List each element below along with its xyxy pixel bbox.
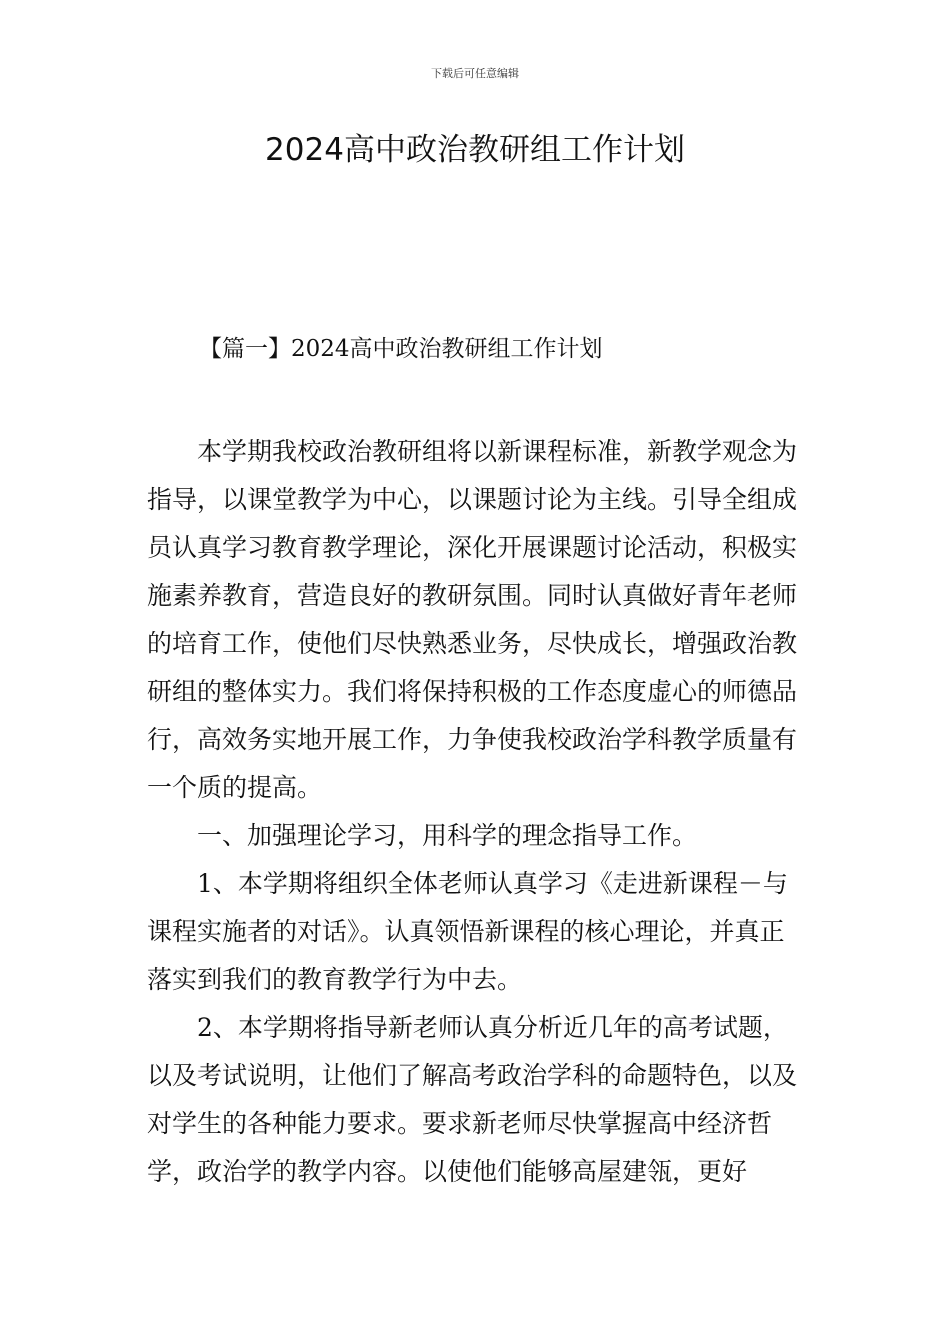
section-one-heading: 一、加强理论学习，用科学的理念指导工作。 (197, 821, 698, 850)
section-heading: 【篇一】2024高中政治教研组工作计划 (199, 336, 603, 362)
intro-paragraph: 本学期我校政治教研组将以新课程标准，新教学观念为指导，以课堂教学为中心，以课题讨论为主线。引导全组成员认真学习教育教学理论，深化开展课题讨论活动，积极实施素养教育，营造良好的教研氛围。同时认真做好青年老师的培育工作，使他们尽快熟悉业务，尽快成长，增强政治教研组的整体实力。我们将保持积极的工作态度虚心的师德品行，高效务实地开展工作，力争使我校政治学科教学质量有一个质的提高。 (147, 437, 798, 802)
document-body (147, 428, 807, 1196)
item-two-paragraph: 2、本学期将指导新老师认真分析近几年的高考试题，以及考试说明，让他们了解高考政治学科的命题特色，以及对学生的各种能力要求。要求新老师尽快掌握高中经济哲学，政治学的教学内容。以使他们能够高屋建瓴，更好 (147, 1013, 798, 1186)
header-note: 下载后可任意编辑 (431, 67, 519, 80)
document-title: 2024高中政治教研组工作计划 (265, 132, 685, 168)
item-one-paragraph: 1、本学期将组织全体老师认真学习《走进新课程－与课程实施者的对话》。认真领悟新课程的核心理论，并真正落实到我们的教育教学行为中去。 (147, 869, 788, 994)
